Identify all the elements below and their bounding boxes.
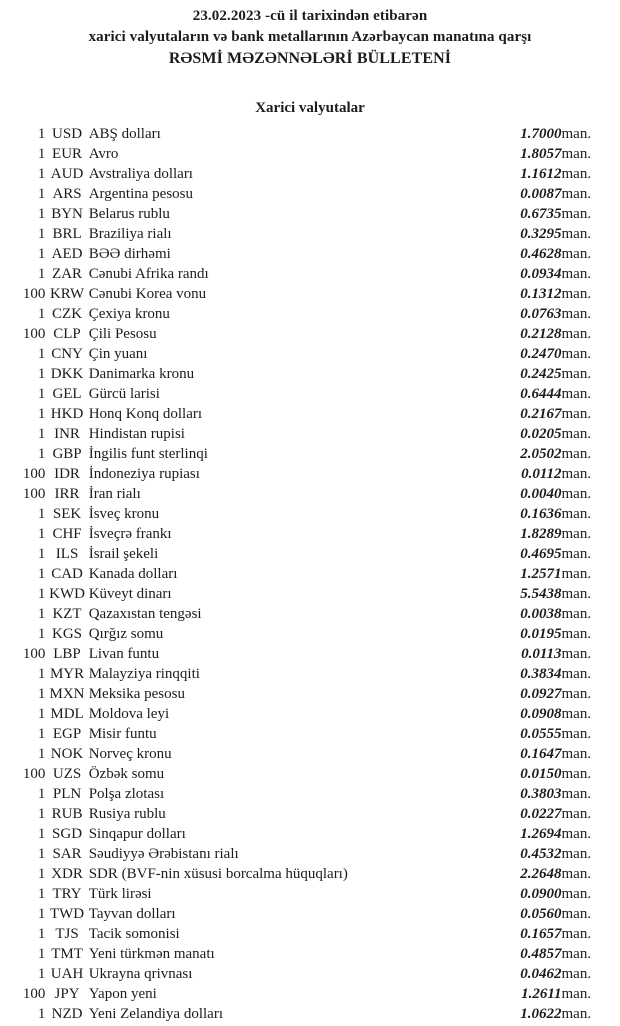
currency-code-cell: ILS	[55, 546, 79, 562]
unit-label-cell: man.	[561, 626, 592, 642]
rate-value-cell: 0.0763	[520, 306, 562, 322]
unit-label-cell: man.	[561, 646, 592, 662]
quantity-cell: 1	[37, 626, 46, 642]
unit-label-cell: man.	[561, 766, 592, 782]
currency-code-cell: KGS	[52, 626, 83, 642]
quantity-cell: 1	[37, 206, 46, 222]
rate-value-cell: 0.3803	[520, 786, 562, 802]
rate-value-cell: 0.3295	[520, 226, 562, 242]
quantity-cell: 1	[37, 826, 46, 842]
currency-code-cell: IDR	[54, 466, 80, 482]
rate-value-cell: 0.1657	[520, 926, 562, 942]
currency-code-cell: IRR	[54, 486, 80, 502]
currency-code-cell: XDR	[51, 866, 83, 882]
quantity-cell: 1	[37, 186, 46, 202]
quantity-cell: 1	[37, 506, 46, 522]
table-row	[0, 544, 620, 564]
currency-name-cell: Argentina pesosu	[88, 186, 193, 202]
currency-name-cell: Sinqapur dolları	[88, 826, 186, 842]
currency-name-cell: Çili Pesosu	[88, 326, 157, 342]
currency-name-cell: Çexiya kronu	[88, 306, 170, 322]
currency-name-cell: Yapon yeni	[88, 986, 157, 1002]
quantity-cell: 1	[37, 546, 46, 562]
unit-label-cell: man.	[561, 446, 592, 462]
table-row	[0, 784, 620, 804]
rate-value-cell: 0.0113	[521, 646, 562, 662]
currency-code-cell: EGP	[52, 726, 82, 742]
quantity-cell: 1	[37, 806, 46, 822]
rate-value-cell: 0.0112	[521, 466, 562, 482]
table-row	[0, 564, 620, 584]
rate-value-cell: 0.4857	[520, 946, 562, 962]
currency-code-cell: UAH	[50, 966, 84, 982]
currency-name-cell: Tacik somonisi	[88, 926, 180, 942]
unit-label-cell: man.	[561, 546, 592, 562]
unit-label-cell: man.	[561, 326, 592, 342]
quantity-cell: 1	[37, 406, 46, 422]
rate-value-cell: 1.2694	[520, 826, 562, 842]
quantity-cell: 1	[37, 706, 46, 722]
table-row	[0, 744, 620, 764]
currency-name-cell: Özbək somu	[88, 766, 165, 782]
table-row	[0, 984, 620, 1004]
currency-name-cell: Cənubi Afrika randı	[88, 266, 209, 282]
table-row	[0, 964, 620, 984]
rate-value-cell: 0.4695	[520, 546, 562, 562]
quantity-cell: 100	[22, 466, 46, 482]
unit-label-cell: man.	[561, 786, 592, 802]
currency-name-cell: Hindistan rupisi	[88, 426, 185, 442]
currency-code-cell: NZD	[51, 1006, 83, 1022]
quantity-cell: 1	[37, 226, 46, 242]
quantity-cell: 1	[37, 426, 46, 442]
currency-name-cell: Yeni türkmən manatı	[88, 946, 215, 962]
rate-value-cell: 0.2128	[520, 326, 562, 342]
unit-label-cell: man.	[561, 746, 592, 762]
currency-code-cell: NOK	[50, 746, 84, 762]
quantity-cell: 1	[37, 966, 46, 982]
currency-code-cell: SAR	[52, 846, 82, 862]
table-row	[0, 464, 620, 484]
bulletin-subtitle-line: xarici valyutaların və bank metallarının Azərbaycan manatına qarşı	[88, 29, 532, 45]
currency-name-cell: Polşa zlotası	[88, 786, 165, 802]
table-row	[0, 124, 620, 144]
currency-code-cell: TJS	[55, 926, 79, 942]
table-row	[0, 424, 620, 444]
unit-label-cell: man.	[561, 806, 592, 822]
table-row	[0, 404, 620, 424]
rate-value-cell: 0.1647	[520, 746, 562, 762]
currency-name-cell: Səudiyyə Ərəbistanı rialı	[88, 846, 239, 862]
currency-code-cell: TRY	[52, 886, 82, 902]
rate-value-cell: 1.2571	[520, 566, 562, 582]
currency-name-cell: ABŞ dolları	[88, 126, 161, 142]
quantity-cell: 1	[37, 526, 46, 542]
currency-name-cell: Moldova leyi	[88, 706, 170, 722]
rate-value-cell: 0.0900	[520, 886, 562, 902]
quantity-cell: 100	[22, 986, 46, 1002]
unit-label-cell: man.	[561, 306, 592, 322]
currency-name-cell: İsrail şekeli	[88, 546, 159, 562]
rate-value-cell: 0.2470	[520, 346, 562, 362]
effective-date-line: 23.02.2023 -cü il tarixindən etibarən	[192, 8, 428, 24]
unit-label-cell: man.	[561, 986, 592, 1002]
table-row	[0, 904, 620, 924]
currency-name-cell: Ukrayna qrivnası	[88, 966, 193, 982]
table-row	[0, 864, 620, 884]
unit-label-cell: man.	[561, 166, 592, 182]
currency-name-cell: Qırğız somu	[88, 626, 164, 642]
table-row	[0, 324, 620, 344]
rate-value-cell: 0.1312	[520, 286, 562, 302]
currency-name-cell: Gürcü larisi	[88, 386, 160, 402]
rate-value-cell: 0.0555	[520, 726, 562, 742]
unit-label-cell: man.	[561, 826, 592, 842]
unit-label-cell: man.	[561, 886, 592, 902]
currency-code-cell: ARS	[52, 186, 82, 202]
quantity-cell: 1	[37, 566, 46, 582]
unit-label-cell: man.	[561, 586, 592, 602]
quantity-cell: 1	[37, 166, 46, 182]
rate-value-cell: 1.1612	[520, 166, 562, 182]
table-row	[0, 344, 620, 364]
currency-code-cell: JPY	[54, 986, 80, 1002]
quantity-cell: 1	[37, 946, 46, 962]
currency-code-cell: KZT	[52, 606, 82, 622]
currency-name-cell: İsveç kronu	[88, 506, 160, 522]
table-row	[0, 384, 620, 404]
table-row	[0, 264, 620, 284]
table-row	[0, 724, 620, 744]
currency-name-cell: Braziliya rialı	[88, 226, 172, 242]
currency-code-cell: SEK	[52, 506, 82, 522]
quantity-cell: 1	[37, 906, 46, 922]
currency-name-cell: Misir funtu	[88, 726, 157, 742]
rate-value-cell: 5.5438	[520, 586, 562, 602]
table-row	[0, 684, 620, 704]
unit-label-cell: man.	[561, 666, 592, 682]
quantity-cell: 1	[37, 1006, 46, 1022]
unit-label-cell: man.	[561, 526, 592, 542]
rate-value-cell: 0.0205	[520, 426, 562, 442]
currency-code-cell: GBP	[52, 446, 82, 462]
unit-label-cell: man.	[561, 966, 592, 982]
quantity-cell: 1	[37, 746, 46, 762]
currency-code-cell: ZAR	[52, 266, 83, 282]
currency-code-cell: MYR	[49, 666, 85, 682]
table-row	[0, 484, 620, 504]
currency-name-cell: Belarus rublu	[88, 206, 170, 222]
rate-value-cell: 0.4532	[520, 846, 562, 862]
unit-label-cell: man.	[561, 246, 592, 262]
rate-value-cell: 1.8289	[520, 526, 562, 542]
table-row	[0, 944, 620, 964]
rate-value-cell: 1.8057	[520, 146, 562, 162]
currency-code-cell: USD	[52, 126, 83, 142]
currency-name-cell: Küveyt dinarı	[88, 586, 172, 602]
rate-value-cell: 0.0195	[520, 626, 562, 642]
currency-code-cell: TMT	[51, 946, 83, 962]
currency-name-cell: Qazaxıstan tengəsi	[88, 606, 202, 622]
currency-code-cell: MDL	[50, 706, 84, 722]
currency-name-cell: Türk lirəsi	[88, 886, 152, 902]
currency-code-cell: BYN	[51, 206, 83, 222]
unit-label-cell: man.	[561, 226, 592, 242]
currency-name-cell: İsveçrə frankı	[88, 526, 172, 542]
table-row	[0, 924, 620, 944]
unit-label-cell: man.	[561, 426, 592, 442]
rate-value-cell: 1.7000	[520, 126, 562, 142]
quantity-cell: 1	[37, 146, 46, 162]
currency-name-cell: Avro	[88, 146, 119, 162]
rate-value-cell: 0.0462	[520, 966, 562, 982]
unit-label-cell: man.	[561, 1006, 592, 1022]
unit-label-cell: man.	[561, 706, 592, 722]
quantity-cell: 1	[37, 366, 46, 382]
currency-code-cell: BRL	[52, 226, 82, 242]
unit-label-cell: man.	[561, 286, 592, 302]
quantity-cell: 1	[37, 866, 46, 882]
currency-code-cell: RUB	[51, 806, 83, 822]
currency-code-cell: MXN	[49, 686, 85, 702]
quantity-cell: 1	[37, 266, 46, 282]
currency-code-cell: CNY	[51, 346, 83, 362]
rate-value-cell: 0.0927	[520, 686, 562, 702]
currency-name-cell: Cənubi Korea vonu	[88, 286, 207, 302]
currency-name-cell: Honq Konq dolları	[88, 406, 203, 422]
currency-code-cell: KRW	[49, 286, 85, 302]
quantity-cell: 1	[37, 886, 46, 902]
table-row	[0, 164, 620, 184]
unit-label-cell: man.	[561, 566, 592, 582]
currency-code-cell: LBP	[53, 646, 81, 662]
currency-code-cell: SGD	[52, 826, 83, 842]
currency-code-cell: CLP	[53, 326, 81, 342]
rate-value-cell: 0.0040	[520, 486, 562, 502]
rate-value-cell: 0.6735	[520, 206, 562, 222]
section-title-foreign-currencies: Xarici valyutalar	[255, 100, 365, 116]
quantity-cell: 1	[37, 726, 46, 742]
currency-code-cell: AED	[51, 246, 83, 262]
rate-value-cell: 0.0087	[520, 186, 562, 202]
currency-name-cell: Norveç kronu	[88, 746, 172, 762]
bulletin-header	[0, 0, 620, 70]
quantity-cell: 1	[37, 586, 46, 602]
rate-value-cell: 0.6444	[520, 386, 562, 402]
table-row	[0, 524, 620, 544]
currency-name-cell: Yeni Zelandiya dolları	[88, 1006, 223, 1022]
unit-label-cell: man.	[561, 186, 592, 202]
rate-value-cell: 0.0908	[520, 706, 562, 722]
currency-name-cell: Meksika pesosu	[88, 686, 185, 702]
quantity-cell: 1	[37, 306, 46, 322]
rate-value-cell: 0.0150	[520, 766, 562, 782]
rate-value-cell: 2.2648	[520, 866, 562, 882]
quantity-cell: 1	[37, 346, 46, 362]
quantity-cell: 1	[37, 386, 46, 402]
currency-code-cell: TWD	[49, 906, 85, 922]
currency-code-cell: DKK	[50, 366, 84, 382]
currency-name-cell: Malayziya rinqqiti	[88, 666, 200, 682]
unit-label-cell: man.	[561, 206, 592, 222]
currency-name-cell: İndoneziya rupiası	[88, 466, 200, 482]
table-row	[0, 604, 620, 624]
currency-code-cell: HKD	[50, 406, 84, 422]
unit-label-cell: man.	[561, 466, 592, 482]
unit-label-cell: man.	[561, 946, 592, 962]
table-row	[0, 584, 620, 604]
unit-label-cell: man.	[561, 906, 592, 922]
table-row	[0, 144, 620, 164]
unit-label-cell: man.	[561, 866, 592, 882]
unit-label-cell: man.	[561, 406, 592, 422]
currency-name-cell: Livan funtu	[88, 646, 160, 662]
table-row	[0, 1004, 620, 1024]
quantity-cell: 100	[22, 646, 46, 662]
currency-code-cell: PLN	[52, 786, 82, 802]
rate-value-cell: 0.0560	[520, 906, 562, 922]
rate-value-cell: 2.0502	[520, 446, 562, 462]
quantity-cell: 1	[37, 786, 46, 802]
quantity-cell: 1	[37, 686, 46, 702]
currency-code-cell: CAD	[51, 566, 83, 582]
quantity-cell: 100	[22, 766, 46, 782]
unit-label-cell: man.	[561, 366, 592, 382]
unit-label-cell: man.	[561, 386, 592, 402]
unit-label-cell: man.	[561, 346, 592, 362]
quantity-cell: 100	[22, 326, 46, 342]
table-row	[0, 204, 620, 224]
currency-name-cell: İngilis funt sterlinqi	[88, 446, 208, 462]
currency-name-cell: Çin yuanı	[88, 346, 148, 362]
exchange-rates-body	[0, 124, 620, 1024]
currency-code-cell: UZS	[52, 766, 82, 782]
table-row	[0, 284, 620, 304]
currency-name-cell: Kanada dolları	[88, 566, 178, 582]
unit-label-cell: man.	[561, 926, 592, 942]
currency-code-cell: INR	[54, 426, 80, 442]
rate-value-cell: 1.2611	[521, 986, 562, 1002]
table-row	[0, 304, 620, 324]
unit-label-cell: man.	[561, 126, 592, 142]
currency-name-cell: BƏƏ dirhəmi	[88, 246, 171, 262]
table-row	[0, 764, 620, 784]
currency-code-cell: EUR	[52, 146, 83, 162]
unit-label-cell: man.	[561, 486, 592, 502]
unit-label-cell: man.	[561, 726, 592, 742]
table-row	[0, 804, 620, 824]
table-row	[0, 624, 620, 644]
table-row	[0, 884, 620, 904]
rate-value-cell: 0.0227	[520, 806, 562, 822]
quantity-cell: 1	[37, 926, 46, 942]
unit-label-cell: man.	[561, 846, 592, 862]
currency-name-cell: SDR (BVF-nin xüsusi borcalma hüquqları)	[88, 866, 348, 882]
rate-value-cell: 1.0622	[520, 1006, 562, 1022]
unit-label-cell: man.	[561, 146, 592, 162]
currency-name-cell: Rusiya rublu	[88, 806, 166, 822]
table-row	[0, 844, 620, 864]
quantity-cell: 100	[22, 286, 46, 302]
unit-label-cell: man.	[561, 266, 592, 282]
table-row	[0, 664, 620, 684]
unit-label-cell: man.	[561, 606, 592, 622]
table-row	[0, 364, 620, 384]
currency-name-cell: Danimarka kronu	[88, 366, 195, 382]
rate-value-cell: 0.2167	[520, 406, 562, 422]
rate-value-cell: 0.0038	[520, 606, 562, 622]
currency-name-cell: Tayvan dolları	[88, 906, 176, 922]
unit-label-cell: man.	[561, 506, 592, 522]
table-row	[0, 184, 620, 204]
currency-code-cell: CZK	[52, 306, 83, 322]
table-row	[0, 244, 620, 264]
currency-code-cell: KWD	[49, 586, 85, 602]
rate-value-cell: 0.0934	[520, 266, 562, 282]
currency-name-cell: Avstraliya dolları	[88, 166, 193, 182]
currency-code-cell: CHF	[52, 526, 82, 542]
quantity-cell: 100	[22, 486, 46, 502]
rate-value-cell: 0.1636	[520, 506, 562, 522]
exchange-rates-table	[0, 124, 620, 1024]
bulletin-title: RƏSMİ MƏZƏNNƏLƏRİ BÜLLETENİ	[168, 50, 452, 67]
quantity-cell: 1	[37, 666, 46, 682]
rate-value-cell: 0.3834	[520, 666, 562, 682]
currency-code-cell: AUD	[50, 166, 84, 182]
quantity-cell: 1	[37, 446, 46, 462]
quantity-cell: 1	[37, 846, 46, 862]
unit-label-cell: man.	[561, 686, 592, 702]
quantity-cell: 1	[37, 606, 46, 622]
quantity-cell: 1	[37, 126, 46, 142]
quantity-cell: 1	[37, 246, 46, 262]
rate-value-cell: 0.2425	[520, 366, 562, 382]
table-row	[0, 704, 620, 724]
table-row	[0, 224, 620, 244]
table-row	[0, 644, 620, 664]
currency-code-cell: GEL	[52, 386, 82, 402]
table-row	[0, 504, 620, 524]
rate-value-cell: 0.4628	[520, 246, 562, 262]
table-row	[0, 444, 620, 464]
table-row	[0, 824, 620, 844]
currency-name-cell: İran rialı	[88, 486, 141, 502]
